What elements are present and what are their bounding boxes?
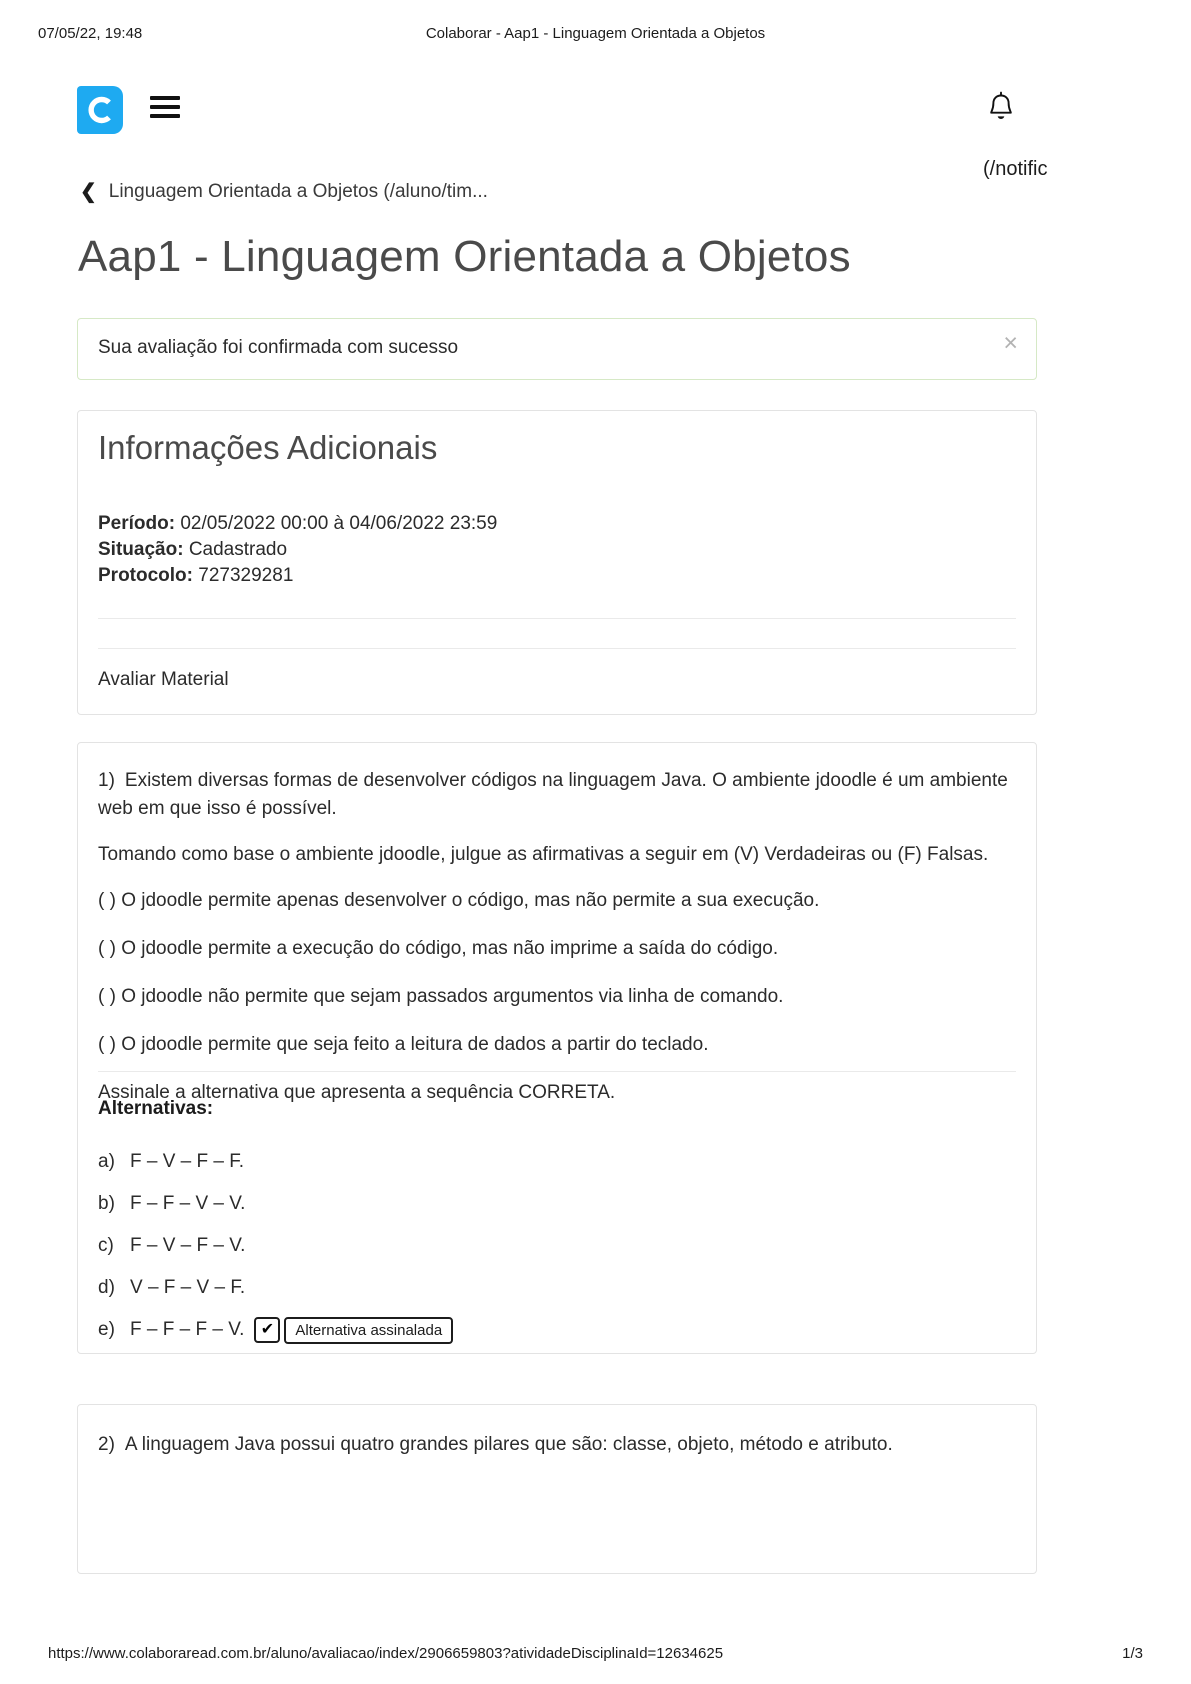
app-bar xyxy=(0,82,1191,144)
page-title: Aap1 - Linguagem Orientada a Objetos xyxy=(78,232,851,281)
alternative-letter: c) xyxy=(98,1235,114,1256)
additional-info-card xyxy=(77,410,1037,715)
question-1-statement: ( ) O jdoodle permite apenas desenvolver o código, mas não permite a sua execução. xyxy=(98,890,820,911)
info-row-periodo xyxy=(98,511,497,537)
info-value-periodo: 02/05/2022 00:00 à 04/06/2022 23:59 xyxy=(180,513,498,534)
alternative-d[interactable] xyxy=(98,1267,998,1309)
checked-checkbox-icon[interactable]: ✔ xyxy=(254,1317,280,1343)
notifications-link[interactable]: (/notific xyxy=(983,158,1048,180)
alternative-e[interactable] xyxy=(98,1309,998,1351)
selected-answer-marker xyxy=(254,1317,453,1344)
alternative-text: V – F – V – F. xyxy=(130,1277,246,1298)
info-label-protocolo: Protocolo: xyxy=(98,565,193,586)
question-1-instruction: Tomando como base o ambiente jdoodle, julgue as afirmativas a seguir em (V) Verdadeiras ou (F) Falsas. xyxy=(98,844,989,865)
print-header xyxy=(0,25,1191,45)
alternative-letter: a) xyxy=(98,1151,115,1172)
alternative-c[interactable] xyxy=(98,1225,998,1267)
alternative-letter: b) xyxy=(98,1193,115,1214)
alternative-letter: e) xyxy=(98,1319,115,1340)
footer-page-number: 1/3 xyxy=(1122,1645,1143,1662)
alternative-a[interactable] xyxy=(98,1141,998,1183)
alternative-b[interactable] xyxy=(98,1183,998,1225)
hamburger-bar xyxy=(150,105,180,109)
hamburger-bar xyxy=(150,96,180,100)
info-value-protocolo: 727329281 xyxy=(198,565,294,586)
alternative-text: F – V – F – F. xyxy=(130,1151,245,1172)
info-label-situacao: Situação: xyxy=(98,539,184,560)
info-value-situacao: Cadastrado xyxy=(188,539,288,560)
print-footer xyxy=(0,1645,1191,1667)
question-1-card xyxy=(77,742,1037,1354)
print-datetime: 07/05/22, 19:48 xyxy=(38,25,143,42)
alternatives-list xyxy=(98,1141,998,1351)
alternative-letter: d) xyxy=(98,1277,115,1298)
question-2-number: 2) xyxy=(98,1434,115,1455)
info-row-protocolo xyxy=(98,563,497,589)
breadcrumb-label: Linguagem Orientada a Objetos (/aluno/tim... xyxy=(108,181,488,202)
question-2-text: A linguagem Java possui quatro grandes pilares que são: classe, objeto, método e atributo. xyxy=(124,1434,893,1455)
alert-message: Sua avaliação foi confirmada com sucesso xyxy=(98,337,459,358)
alternatives-label: Alternativas: xyxy=(98,1098,214,1119)
question-1-intro-text: Existem diversas formas de desenvolver códigos na linguagem Java. O ambiente jdoodle é um ambiente web em que isso é possível. xyxy=(98,770,1008,819)
divider xyxy=(98,1071,1016,1072)
question-1-statement: ( ) O jdoodle permite que seja feito a leitura de dados a partir do teclado. xyxy=(98,1034,709,1055)
question-1-intro xyxy=(98,767,1018,823)
breadcrumb[interactable] xyxy=(80,181,488,203)
question-1-closing: Assinale a alternativa que apresenta a sequência CORRETA. xyxy=(98,1082,616,1103)
divider xyxy=(98,648,1016,649)
print-title: Colaborar - Aap1 - Linguagem Orientada a Objetos xyxy=(425,25,766,42)
chevron-left-icon: ❮ xyxy=(80,181,97,203)
question-1-statement: ( ) O jdoodle permite a execução do código, mas não imprime a saída do código. xyxy=(98,938,779,959)
question-1-number: 1) xyxy=(98,770,115,791)
question-2-card xyxy=(77,1404,1037,1574)
selected-answer-badge: Alternativa assinalada xyxy=(284,1317,453,1344)
alternative-text: F – V – F – V. xyxy=(130,1235,246,1256)
info-fields xyxy=(98,511,497,589)
alternative-text: F – F – V – V. xyxy=(130,1193,246,1214)
evaluate-material-link[interactable]: Avaliar Material xyxy=(98,669,229,690)
success-alert xyxy=(77,318,1037,380)
close-icon[interactable]: × xyxy=(1003,329,1018,357)
info-row-situacao xyxy=(98,537,497,563)
info-label-periodo: Período: xyxy=(98,513,176,534)
colaborar-logo[interactable] xyxy=(77,86,123,134)
divider xyxy=(98,618,1016,619)
question-1-statement: ( ) O jdoodle não permite que sejam passados argumentos via linha de comando. xyxy=(98,986,784,1007)
hamburger-menu-icon[interactable] xyxy=(150,96,180,124)
hamburger-bar xyxy=(150,114,180,118)
card-title: Informações Adicionais xyxy=(98,429,438,466)
bell-icon[interactable] xyxy=(984,90,1018,130)
question-2-body xyxy=(98,1431,1018,1459)
footer-url: https://www.colaboraread.com.br/aluno/avaliacao/index/2906659803?atividadeDisciplinaId=12634625 xyxy=(48,1645,724,1662)
alternative-text: F – F – F – V. xyxy=(130,1319,245,1340)
